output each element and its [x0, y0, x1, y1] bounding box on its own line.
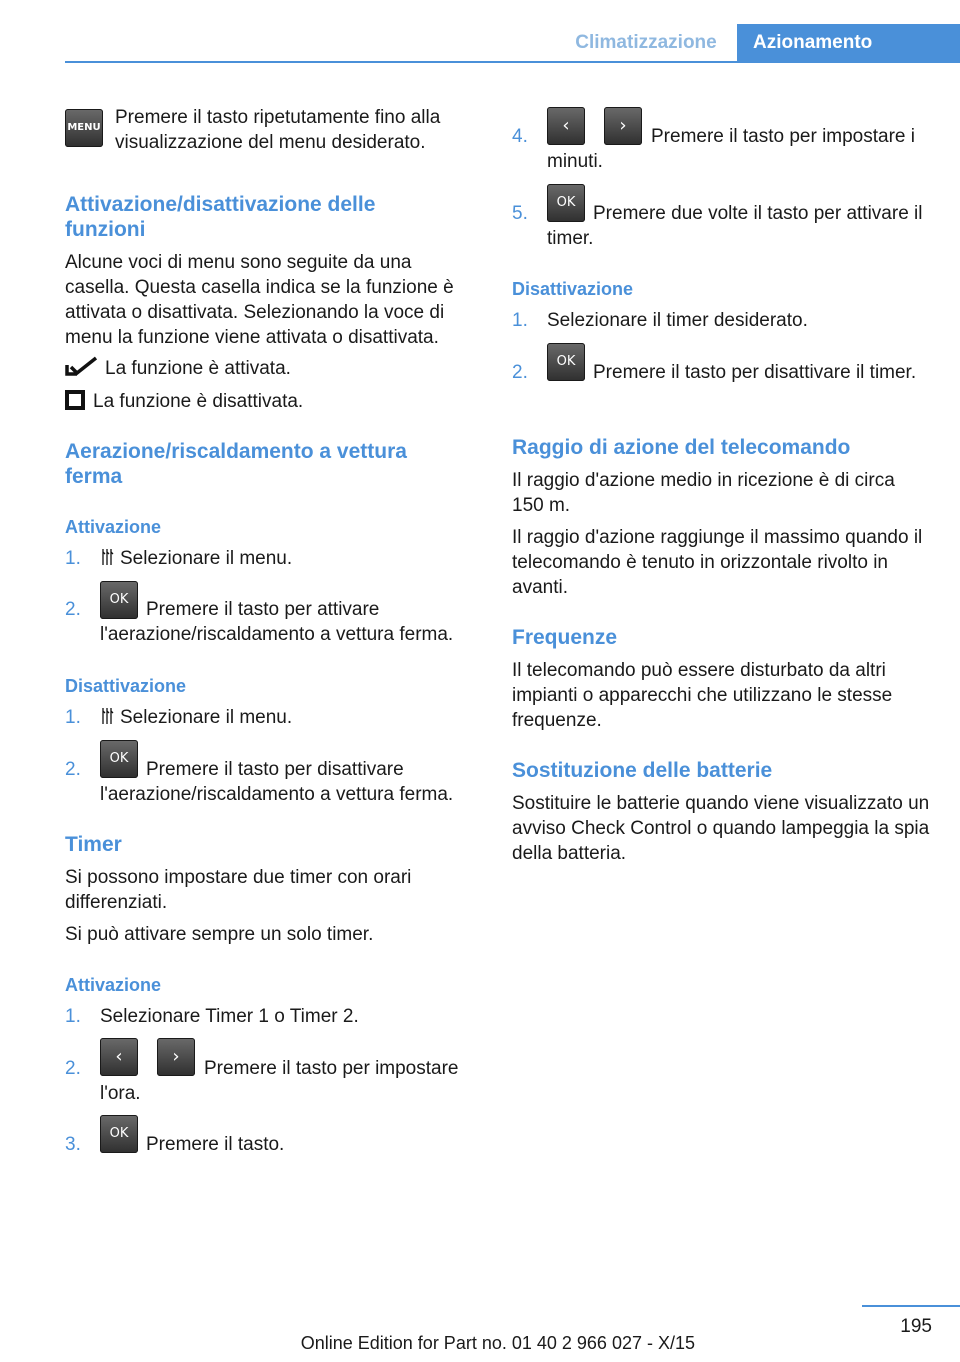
footer-rule	[862, 1305, 960, 1307]
checkmark-icon	[65, 356, 99, 383]
list-number: 1.	[65, 707, 81, 728]
paragraph-checkbox: Alcune voci di menu sono seguite da una casella. Questa casella indica se la funzione è attivata o disattivata. Selezionando la voce di menu la funzione viene attivata o disattivata.	[65, 252, 454, 348]
heading-remote-range: Raggio di azione del telecomando	[512, 436, 851, 459]
list-number: 3.	[65, 1134, 81, 1155]
list-item-text: Premere il tasto.	[146, 1134, 285, 1155]
list-number: 2.	[512, 362, 528, 383]
paragraph-frequencies: Il telecomando può essere disturbato da altri impianti o apparecchi che utilizzano le stesse frequenze.	[512, 660, 893, 731]
intro-text: Premere il tasto ripetutamente fino alla visualizzazione del menu desiderato.	[115, 107, 441, 153]
list-number: 1.	[512, 310, 528, 331]
list-item-text: Selezionare il menu.	[120, 548, 293, 569]
list-item-text: Selezionare il timer desiderato.	[547, 310, 808, 331]
list-number: 2.	[65, 599, 81, 620]
ok-button-icon: OK	[547, 343, 585, 381]
list-item-text: Premere il tasto per attivare l'aerazione/riscaldamento a vettura ferma.	[100, 599, 454, 645]
left-arrow-button-icon: ‹	[100, 1038, 138, 1076]
heading-ventilation: Aerazione/riscaldamento a vettura ferma	[65, 440, 407, 488]
ok-button-icon: OK	[100, 581, 138, 619]
heading-timer: Timer	[65, 833, 122, 856]
paragraph-range-max: Il raggio d'azione raggiunge il massimo quando il telecomando è tenuto in orizzontale rivolto in avanti.	[512, 527, 923, 598]
header-rule	[65, 61, 960, 63]
header-section: Climatizzazione	[575, 32, 717, 53]
list-number: 5.	[512, 203, 528, 224]
heading-frequencies: Frequenze	[512, 626, 618, 649]
paragraph-timer: Si possono impostare due timer con orari differenziati.	[65, 867, 412, 913]
footer-edition: Online Edition for Part no. 01 40 2 966 027 - X/15	[300, 1333, 695, 1353]
ventilation-icon	[100, 707, 114, 728]
page-number: 195	[900, 1316, 932, 1337]
list-item-text: Selezionare il menu.	[120, 707, 293, 728]
list-item-text: Premere il tasto per impostare l'ora.	[100, 1058, 459, 1104]
paragraph-range: Il raggio d'azione medio in ricezione è di circa 150 m.	[512, 470, 895, 516]
list-item-text: Premere due volte il tasto per attivare il timer.	[547, 203, 923, 249]
subheading-timer-activation: Attivazione	[65, 975, 162, 995]
list-number: 1.	[65, 548, 81, 569]
list-item-text: Premere il tasto per disattivare l'aerazione/riscaldamento a vettura ferma.	[100, 759, 454, 805]
list-number: 2.	[65, 1058, 81, 1079]
subheading-timer-deactivation: Disattivazione	[512, 279, 634, 299]
list-number: 4.	[512, 126, 528, 147]
ok-button-icon: OK	[100, 1115, 138, 1153]
heading-activation: Attivazione/disattivazione delle funzioni	[65, 193, 376, 241]
list-number: 1.	[65, 1006, 81, 1027]
ok-button-icon: OK	[547, 184, 585, 222]
heading-batteries: Sostituzione delle batterie	[512, 759, 773, 782]
right-arrow-button-icon: ›	[604, 107, 642, 145]
list-item-text: Premere il tasto per disattivare il timer.	[593, 362, 917, 383]
list-number: 2.	[65, 759, 81, 780]
paragraph-timer-one: Si può attivare sempre un solo timer.	[65, 924, 374, 945]
ok-button-icon: OK	[100, 740, 138, 778]
menu-button-icon: MENU	[65, 109, 103, 147]
list-item-text: Selezionare Timer 1 o Timer 2.	[100, 1006, 359, 1027]
subheading-deactivation: Disattivazione	[65, 676, 187, 696]
header-chapter: Azionamento	[737, 24, 960, 62]
list-item-text: Premere il tasto per impostare i minuti.	[547, 126, 915, 172]
right-arrow-button-icon: ›	[157, 1038, 195, 1076]
unchecked-text: La funzione è disattivata.	[93, 391, 304, 412]
empty-box-icon	[65, 390, 85, 415]
paragraph-batteries: Sostituire le batterie quando viene visualizzato un avviso Check Control o quando lampeggia la spia della batteria.	[512, 793, 930, 864]
ventilation-icon	[100, 548, 114, 569]
left-arrow-button-icon: ‹	[547, 107, 585, 145]
checked-text: La funzione è attivata.	[105, 358, 291, 379]
subheading-activation: Attivazione	[65, 517, 162, 537]
